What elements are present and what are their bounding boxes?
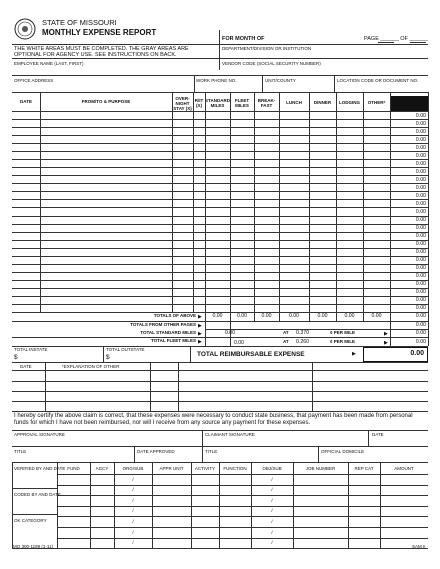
vendor-code-label: VENDOR CODE (SOCIAL SECURITY NUMBER) — [222, 61, 321, 66]
accounting-column-header: OBJ/SUB — [262, 466, 282, 471]
total-standard-miles-label: TOTAL STANDARD MILES — [140, 330, 196, 335]
page-label: PAGE ______ OF ______ — [364, 36, 428, 42]
sam-number: SAM II — [412, 544, 426, 549]
col-rit: R/IT (X) — [194, 98, 204, 108]
col-breakfast: BREAK-FAST — [257, 98, 276, 108]
total-total: 0.00 — [415, 313, 426, 319]
total-standard: 0.00 — [212, 313, 223, 319]
row-total-value: 0.00 — [415, 168, 426, 175]
form-number: MO 300-1189 (1-11) — [13, 544, 54, 549]
row-total-value: 0.00 — [415, 233, 426, 240]
slash-separator: / — [271, 540, 273, 546]
col-other: OTHER* — [367, 100, 386, 105]
row-total-value: 0.00 — [415, 184, 426, 191]
col-lunch: LUNCH — [286, 100, 302, 105]
accounting-column-header: ORG/SUB — [122, 466, 144, 471]
row-total-value: 0.00 — [415, 112, 426, 119]
arrow-right-icon: ▶ — [384, 331, 388, 337]
official-domicile-label: OFFICIAL DOMICILE — [321, 449, 365, 454]
col-fleet-miles: FLEET MILES — [234, 98, 250, 108]
coded-by-label: CODED BY AND DATE — [14, 492, 61, 497]
slash-separator: / — [132, 529, 134, 535]
standard-miles-amount: 0.00 — [415, 330, 426, 336]
accounting-column-header: JOB NUMBER — [305, 466, 336, 471]
instructions-text: THE WHITE AREAS MUST BE COMPLETED. THE GRAY AREAS ARE OPTIONAL FOR AGENCY USE. SEE INSTRUCTIONS ON BACK. — [14, 46, 189, 58]
row-total-value: 0.00 — [415, 297, 426, 304]
row-total-value: 0.00 — [415, 217, 426, 224]
row-total-value: 0.00 — [415, 160, 426, 167]
slash-separator: / — [132, 518, 134, 524]
row-total-value: 0.00 — [415, 176, 426, 183]
outstate-dollar: $ — [106, 354, 110, 361]
ok-category-label: OK CATEGORY — [14, 518, 47, 523]
accounting-column-header: ACTIVITY — [194, 466, 216, 471]
slash-separator: / — [271, 487, 273, 493]
explain-other-label: *EXPLANATION OF OTHER — [62, 364, 120, 369]
total-fleet: 0.00 — [236, 313, 248, 319]
arrow-right-icon: ▶ — [198, 314, 202, 320]
row-total-value: 0.00 — [415, 152, 426, 159]
fleet-miles-total: 0.00 — [233, 340, 245, 346]
instate-dollar: $ — [14, 354, 18, 361]
month-label: FOR MONTH OF — [222, 36, 265, 42]
total-other: 0.00 — [371, 313, 382, 319]
at-label-1: AT — [283, 330, 289, 335]
fleet-rate: 0.260 — [296, 339, 309, 345]
totals-above-label: TOTALS OF ABOVE — [153, 313, 196, 318]
accounting-row-divider — [57, 516, 428, 517]
row-total-value: 0.00 — [415, 144, 426, 151]
col-dinner: DINNER — [313, 100, 332, 105]
slash-separator: / — [271, 518, 273, 524]
total-fleet-miles-label: TOTAL FLEET MILES — [151, 338, 196, 343]
per-mile-label-1: ¢ PER MILE — [330, 330, 356, 335]
slash-separator: / — [271, 497, 273, 503]
accounting-row-divider — [57, 485, 428, 486]
total-instate-label: TOTAL INSTATE — [14, 347, 48, 352]
state-name: STATE OF MISSOURI — [42, 18, 117, 27]
accounting-row-divider — [57, 474, 428, 475]
at-label-2: AT — [283, 339, 289, 344]
office-address-label: OFFICE ADDRESS — [14, 78, 54, 83]
total-outstate-label: TOTAL OUTSTATE — [106, 347, 145, 352]
certification-text: I hereby certify the above claim is correct, that these expenses were necessary to conduct state business, that payment has been made from personal funds for which I have not been reimbursed, nor will I receive from any source any payment for these expenses. — [14, 413, 413, 426]
col-overnight: OVER-NIGHT STAY (X) — [173, 96, 192, 111]
row-total-value: 0.00 — [415, 273, 426, 280]
arrow-right-icon: ▶ — [198, 339, 202, 345]
slash-separator: / — [271, 508, 273, 514]
total-lodging: 0.00 — [344, 313, 355, 319]
work-phone-label: WORK PHONE NO. — [196, 78, 237, 83]
fleet-miles-amount: 0.00 — [415, 339, 426, 345]
row-total-value: 0.00 — [415, 305, 426, 312]
accounting-column-header: AMOUNT — [394, 466, 414, 471]
unit-county-label: UNIT/COUNTY — [265, 78, 296, 83]
left-border — [12, 462, 13, 548]
row-total-value: 0.00 — [415, 192, 426, 199]
explain-date-label: DATE — [20, 364, 32, 369]
col-from-to: FROM/TO & PURPOSE — [81, 99, 131, 104]
row-total-value: 0.00 — [415, 225, 426, 232]
arrow-right-icon: ▶ — [352, 351, 356, 357]
date-label-1: DATE — [372, 432, 384, 437]
department-label: DEPARTMENT/DIVISION OR INSTITUTION — [222, 46, 312, 51]
total-reimbursable-label: TOTAL REIMBURSABLE EXPENSE — [197, 351, 305, 358]
arrow-right-icon: ▶ — [198, 323, 202, 329]
slash-separator: / — [271, 529, 273, 535]
row-total-value: 0.00 — [415, 208, 426, 215]
accounting-column-header: REP CAT — [354, 466, 374, 471]
title-label-2: TITLE — [205, 449, 218, 454]
total-breakfast: 0.00 — [261, 313, 272, 319]
totals-other-pages-label: TOTALS FROM OTHER PAGES — [130, 322, 196, 327]
slash-separator: / — [132, 497, 134, 503]
slash-separator: / — [132, 540, 134, 546]
accounting-row-divider — [57, 538, 428, 539]
row-total-value: 0.00 — [415, 136, 426, 143]
approval-signature-label: APPROVAL SIGNATURE — [14, 432, 65, 437]
total-dinner: 0.00 — [317, 313, 328, 319]
row-total-value: 0.00 — [415, 128, 426, 135]
row-total-value: 0.00 — [415, 241, 426, 248]
accounting-row-divider — [57, 495, 428, 496]
slash-separator: / — [132, 487, 134, 493]
employee-name-label: EMPLOYEE NAME (LAST, FIRST) — [14, 61, 84, 66]
row-total-value: 0.00 — [415, 120, 426, 127]
per-mile-label-2: ¢ PER MILE — [330, 339, 356, 344]
title-label-1: TITLE — [14, 449, 27, 454]
claimant-signature-label: CLAIMANT SIGNATURE — [205, 432, 255, 437]
col-date: DATE — [20, 99, 32, 104]
col-lodging: LODGING — [339, 100, 360, 105]
accounting-row-divider — [57, 527, 428, 528]
accounting-column-header: AGCY — [95, 466, 109, 471]
slash-separator: / — [271, 476, 273, 482]
row-total-value: 0.00 — [415, 289, 426, 296]
row-total-value: 0.00 — [415, 265, 426, 272]
standard-rate: 0.370 — [296, 330, 309, 336]
label-divider — [12, 514, 57, 515]
col-standard-miles: STANDARD MILES — [205, 98, 230, 108]
accounting-row-divider — [57, 506, 428, 507]
accounting-bottom-border — [12, 548, 428, 549]
slash-separator: / — [132, 508, 134, 514]
arrow-right-icon: ▶ — [384, 340, 388, 346]
label-divider — [12, 488, 57, 489]
accounting-column-header: APPR UNIT — [159, 466, 184, 471]
total-lunch: 0.00 — [288, 313, 300, 319]
arrow-right-icon: ▶ — [198, 331, 202, 337]
row-total-value: 0.00 — [415, 200, 426, 207]
row-total-value: 0.00 — [415, 281, 426, 288]
row-total-value: 0.00 — [415, 249, 426, 256]
standard-miles-total: 0.00 — [224, 330, 236, 336]
reimbursable-total: 0.00 — [410, 350, 424, 357]
verified-by-label: VERIFIED BY AND DATE — [14, 466, 66, 471]
row-total-value: 0.00 — [415, 257, 426, 264]
accounting-column-header: FUND — [67, 466, 80, 471]
page-title: MONTHLY EXPENSE REPORT — [42, 28, 157, 37]
date-approved-label: DATE APPROVED — [137, 449, 175, 454]
other-pages-total: 0.00 — [415, 322, 426, 328]
accounting-column-header: FUNCTION — [223, 466, 247, 471]
slash-separator: / — [132, 476, 134, 482]
location-code-label: LOCATION CODE OR DOCUMENT NO. — [337, 78, 419, 83]
